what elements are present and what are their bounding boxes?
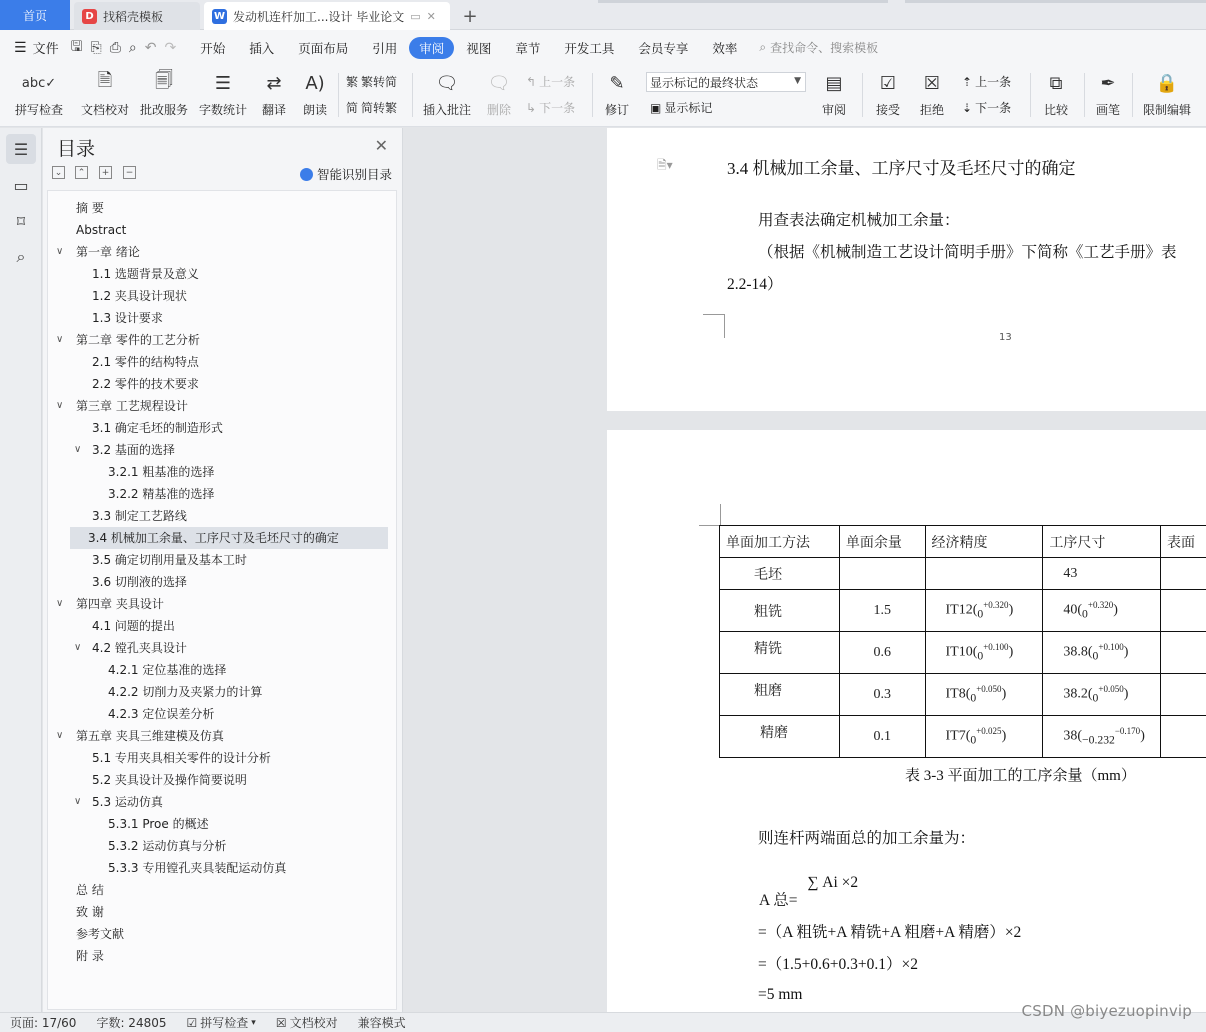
toc-item[interactable]: 第一章 绪论	[76, 245, 140, 259]
delete-comment-label: 删除	[486, 103, 511, 117]
chevron-down-icon[interactable]: ∨	[56, 730, 64, 741]
chapter-nav-icon[interactable]: ▭	[13, 175, 29, 195]
restrict-edit-label: 限制编辑	[1142, 103, 1191, 117]
chevron-down-icon[interactable]: ∨	[56, 246, 64, 257]
compare-icon: ⧉	[1049, 72, 1063, 94]
window-drag-region-right	[905, 0, 1206, 3]
compare-button[interactable]	[1036, 69, 1076, 123]
collapse-all-icon[interactable]: ⌄	[52, 166, 65, 179]
restrict-edit-button[interactable]	[1140, 69, 1194, 123]
doc-proof-icon: 🗎	[97, 70, 113, 91]
toc-item[interactable]: 第三章 工艺规程设计	[76, 399, 188, 413]
toc-item[interactable]: 5.2 夹具设计及操作简要说明	[92, 773, 247, 787]
ribbon-divider	[338, 73, 339, 117]
table-caption: 表 3-3 平面加工的工序余量（mm）	[905, 768, 1136, 784]
insert-comment-icon: 🗨	[435, 72, 459, 94]
prev-comment-icon: ↰	[526, 74, 537, 89]
review-pane-icon: ▤	[825, 72, 843, 94]
lock-icon: 🔒	[1155, 72, 1179, 94]
chevron-down-icon: ▾	[251, 1017, 256, 1028]
toc-item[interactable]: 3.1 确定毛坯的制造形式	[92, 421, 223, 435]
tab-home[interactable]: 首页	[0, 0, 70, 30]
translate-button[interactable]	[254, 69, 294, 123]
toc-item[interactable]: 4.2.2 切削力及夹紧力的计算	[108, 685, 263, 699]
toc-item[interactable]: 参考文献	[76, 927, 125, 941]
tol-lower: 0	[970, 733, 977, 747]
formula-sum: ∑ Ai ×2	[807, 874, 859, 891]
to-simplified-icon: 简	[346, 101, 359, 115]
table-cell: 43	[1043, 558, 1161, 590]
menu-review[interactable]: 审阅	[409, 37, 454, 59]
review-ribbon	[0, 65, 1206, 127]
search-icon[interactable]: ⌕	[16, 247, 26, 266]
tol-upper: +0.100	[1098, 642, 1124, 653]
table-cell	[1160, 590, 1206, 632]
toc-item[interactable]: 3.6 切削液的选择	[92, 575, 187, 589]
next-comment-icon: ↳	[526, 100, 537, 115]
ribbon-divider	[1030, 73, 1031, 117]
chevron-down-icon[interactable]: ∨	[56, 334, 64, 345]
toc-item[interactable]: 致 谢	[76, 905, 104, 919]
navigation-sidebar	[0, 128, 42, 1012]
grade-text: IT10	[945, 644, 973, 660]
word-count-indicator[interactable]: 字数: 24805	[96, 1016, 167, 1030]
table-cell: $38(_{-0.232}^{-0.170})$	[1043, 716, 1161, 758]
toc-item[interactable]: 第五章 夹具三维建模及仿真	[76, 729, 224, 743]
menu-insert[interactable]: 插入	[249, 40, 275, 56]
toc-item[interactable]: 摘 要	[76, 201, 104, 215]
menu-references[interactable]: 引用	[372, 40, 398, 56]
table-cell	[1160, 716, 1206, 758]
tol-lower: 0	[977, 649, 984, 663]
word-count-icon: ☰	[214, 72, 232, 94]
table-cell: 粗铣	[720, 590, 840, 632]
doc-proof-toggle[interactable]	[266, 1014, 348, 1031]
menu-view[interactable]: 视图	[466, 40, 492, 56]
prev-comment-button[interactable]	[526, 73, 575, 90]
translate-label: 翻译	[261, 103, 286, 117]
table-cell: $IT7(_0^{+0.025})$	[925, 716, 1043, 758]
to-simplified-label: 简转繁	[361, 101, 398, 115]
table-row	[720, 632, 1206, 674]
chevron-down-icon[interactable]: ∨	[74, 444, 82, 455]
prev-change-button[interactable]	[962, 73, 1011, 90]
smart-toc-button[interactable]	[300, 165, 392, 183]
formula-lhs: A 总=	[759, 892, 798, 909]
word-count-label: 字数统计	[198, 103, 247, 117]
table-cell: 毛坯	[720, 558, 840, 590]
docer-icon: D	[82, 9, 97, 24]
toc-item[interactable]: 5.3.1 Proe 的概述	[108, 817, 209, 831]
menu-chapter[interactable]: 章节	[515, 40, 541, 56]
tol-upper: +0.050	[976, 684, 1002, 695]
toc-item[interactable]: 总 结	[76, 883, 104, 897]
bookmark-icon[interactable]: ⌑	[16, 211, 26, 231]
size-text: 38	[1063, 728, 1078, 744]
toc-item[interactable]: 5.1 专用夹具相关零件的设计分析	[92, 751, 271, 765]
table-row	[720, 558, 1206, 590]
window-drag-region	[598, 0, 888, 3]
command-search-placeholder: 查找命令、搜索模板	[770, 41, 879, 55]
toc-item[interactable]: 3.3 制定工艺路线	[92, 509, 187, 523]
file-menu[interactable]	[0, 38, 71, 57]
to-traditional-label: 繁转简	[361, 75, 398, 89]
markup-state-value: 显示标记的最终状态	[650, 75, 759, 90]
export-pdf-icon[interactable]: ⎘	[90, 39, 102, 56]
chevron-down-icon[interactable]: ∨	[56, 400, 64, 411]
to-simplified-button[interactable]	[346, 99, 397, 116]
toc-item[interactable]: 5.3.3 专用镗孔夹具装配运动仿真	[108, 861, 287, 875]
chevron-down-icon[interactable]: ∨	[74, 642, 82, 653]
formula-line: =5 mm	[758, 986, 803, 1003]
toc-item[interactable]: 2.1 零件的结构特点	[92, 355, 199, 369]
to-traditional-icon: 繁	[346, 75, 359, 89]
doc-proof-label: 文档校对	[80, 103, 129, 117]
tol-lower: 0	[977, 607, 984, 621]
tab-document-label: 发动机连杆加工...设计 毕业论文	[233, 9, 405, 24]
margin-marker	[703, 314, 725, 338]
delete-comment-icon: 🗨	[487, 72, 511, 94]
menu-start[interactable]: 开始	[200, 40, 226, 56]
table-cell: $38.8(_0^{+0.100})$	[1043, 632, 1161, 674]
body-paragraph: （根据《机械制造工艺设计简明手册》下简称《工艺手册》表	[758, 244, 1177, 261]
next-change-label: 下一条	[975, 101, 1012, 115]
save-icon[interactable]: 🖫	[70, 38, 83, 55]
spell-check-toggle[interactable]	[177, 1014, 266, 1031]
insert-comment-button[interactable]	[420, 69, 474, 123]
pen-icon: ✒	[1100, 72, 1116, 94]
table-cell: $40(_0^{+0.320})$	[1043, 590, 1161, 632]
show-markup-label: 显示标记	[664, 101, 713, 115]
next-comment-label: 下一条	[539, 101, 576, 115]
formula-total	[759, 870, 859, 909]
file-menu-label: 文件	[32, 42, 59, 57]
review-pane-button[interactable]	[814, 69, 854, 123]
show-markup-icon: ▣	[650, 100, 662, 115]
page-13	[607, 128, 1206, 411]
toc-item[interactable]: 5.3.2 运动仿真与分析	[108, 839, 227, 853]
track-changes-label: 修订	[604, 103, 629, 117]
toc-item[interactable]: 4.1 问题的提出	[92, 619, 175, 633]
track-changes-icon: ✎	[609, 72, 625, 94]
tol-lower: 0	[970, 691, 977, 705]
toc-item[interactable]: 3.4 机械加工余量、工序尺寸及毛坯尺寸的确定	[70, 527, 388, 549]
toc-item[interactable]: 1.1 选题背景及意义	[92, 267, 199, 281]
track-changes-button[interactable]	[598, 69, 636, 123]
chevron-down-icon[interactable]: ∨	[56, 598, 64, 609]
read-aloud-icon: A)	[305, 72, 325, 94]
table-cell: $IT8(_0^{+0.050})$	[925, 674, 1043, 716]
delete-comment-button[interactable]	[480, 69, 518, 123]
toc-panel-icon[interactable]: ☰	[6, 134, 36, 164]
read-aloud-button[interactable]	[298, 69, 332, 123]
toc-item[interactable]: 4.2 镗孔夹具设计	[92, 641, 187, 655]
print-icon[interactable]: ⎙	[109, 39, 121, 56]
tab-template-store[interactable]	[74, 2, 200, 30]
menu-developer[interactable]: 开发工具	[564, 40, 615, 56]
toc-item[interactable]: 1.3 设计要求	[92, 311, 163, 325]
redo-icon[interactable]: ↷	[164, 39, 177, 56]
to-traditional-button[interactable]	[346, 73, 397, 90]
new-tab-button[interactable]: +	[462, 5, 478, 27]
menu-member[interactable]: 会员专享	[638, 40, 689, 56]
tol-upper: −0.170	[1114, 726, 1141, 737]
expand-up-icon[interactable]: ⌃	[75, 166, 88, 179]
revise-service-icon: 🗐	[155, 70, 173, 91]
formula-line: =（1.5+0.6+0.3+0.1）×2	[758, 956, 918, 973]
ribbon-divider	[862, 73, 863, 117]
reject-icon: ☒	[923, 72, 941, 94]
size-text: 38.8	[1063, 644, 1088, 660]
grade-text: IT12	[945, 602, 973, 618]
table-row	[720, 590, 1206, 632]
watermark: CSDN @biyezuopinvip	[1021, 1002, 1192, 1020]
remove-entry-icon[interactable]: −	[123, 166, 136, 179]
pen-label: 画笔	[1095, 103, 1120, 117]
tab-document[interactable]	[204, 2, 450, 30]
prev-change-label: 上一条	[975, 75, 1012, 89]
table-cell: 粗磨	[720, 674, 840, 716]
tol-upper: +0.100	[983, 642, 1009, 653]
hamburger-icon: ☰	[14, 39, 27, 56]
menu-page-layout[interactable]: 页面布局	[298, 40, 349, 56]
chevron-down-icon[interactable]: ∨	[74, 796, 82, 807]
menu-efficiency[interactable]: 效率	[712, 40, 738, 56]
formula-line: =（A 粗铣+A 精铣+A 粗磨+A 精磨）×2	[758, 924, 1022, 941]
prev-change-icon: ⇡	[962, 74, 973, 89]
table-cell: $IT12(_0^{+0.320})$	[925, 590, 1043, 632]
toc-item[interactable]: 3.2.1 粗基准的选择	[108, 465, 215, 479]
next-change-button[interactable]	[962, 99, 1011, 116]
close-tab-icon[interactable]: ✕	[426, 9, 436, 23]
toc-item[interactable]: 1.2 夹具设计现状	[92, 289, 187, 303]
table-cell: 1.5	[839, 590, 925, 632]
tab-bar	[0, 0, 1206, 30]
table-cell: 精铣	[720, 632, 840, 674]
table-header-cell: 工序尺寸	[1043, 526, 1161, 558]
table-header-cell: 表面	[1160, 526, 1206, 558]
add-entry-icon[interactable]: +	[99, 166, 112, 179]
translate-icon: ⇄	[266, 72, 282, 94]
tol-upper: +0.025	[976, 726, 1002, 737]
proof-icon: ☒	[275, 1015, 287, 1030]
tab-template-label: 找稻壳模板	[103, 9, 164, 24]
print-preview-icon[interactable]: ⌕	[128, 39, 137, 56]
ribbon-divider	[412, 73, 413, 117]
document-canvas[interactable]	[404, 128, 1206, 1012]
toc-item[interactable]: Abstract	[76, 223, 127, 237]
insert-comment-label: 插入批注	[422, 103, 471, 117]
tol-lower: 0	[1092, 649, 1099, 663]
body-paragraph: 则连杆两端面总的加工余量为：	[758, 830, 976, 847]
tol-lower: 0	[1082, 607, 1088, 621]
toc-item[interactable]: 第四章 夹具设计	[76, 597, 164, 611]
accept-label: 接受	[875, 103, 900, 117]
show-markup-button[interactable]	[650, 99, 712, 116]
table-row	[720, 716, 1206, 758]
table-header-cell: 经济精度	[925, 526, 1043, 558]
spell-check-label: 拼写检查	[14, 103, 63, 117]
menu-bar	[0, 30, 1206, 65]
markup-state-select[interactable]	[646, 72, 806, 92]
table-cell: 0.3	[839, 674, 925, 716]
accept-icon: ☑	[879, 72, 897, 94]
table-row	[720, 674, 1206, 716]
reject-button[interactable]	[912, 69, 952, 123]
toc-item[interactable]: 3.2.2 精基准的选择	[108, 487, 215, 501]
reject-label: 拒绝	[919, 103, 944, 117]
ribbon-divider	[1132, 73, 1133, 117]
toc-panel	[43, 128, 403, 1012]
spell-check-status-label: 拼写检查	[200, 1016, 249, 1030]
review-pane-label: 审阅	[821, 103, 846, 117]
tol-lower: 0	[1092, 691, 1099, 705]
revise-service-button[interactable]	[138, 69, 190, 123]
toc-item[interactable]: 5.3 运动仿真	[92, 795, 163, 809]
toc-item[interactable]: 4.2.1 定位基准的选择	[108, 663, 227, 677]
word-count-button[interactable]	[197, 69, 249, 123]
body-paragraph: 2.2-14）	[727, 276, 783, 293]
table-cell: $38.2(_0^{+0.050})$	[1043, 674, 1161, 716]
revise-service-label: 批改服务	[139, 103, 188, 117]
tol-upper: +0.320	[983, 600, 1009, 611]
table-cell	[1160, 674, 1206, 716]
tol-lower: −0.232	[1082, 733, 1115, 747]
toc-item[interactable]: 第二章 零件的工艺分析	[76, 333, 200, 347]
accept-button[interactable]	[868, 69, 908, 123]
toc-item[interactable]: 2.2 零件的技术要求	[92, 377, 199, 391]
compat-mode-indicator: 兼容模式	[357, 1016, 406, 1030]
table-cell: 精磨	[720, 716, 840, 758]
page-14	[607, 430, 1206, 1012]
toc-item[interactable]: 附 录	[76, 949, 104, 963]
table-header-row	[720, 526, 1206, 558]
screen-icon[interactable]: ▭	[410, 9, 421, 23]
tol-upper: +0.320	[1087, 600, 1114, 611]
body-paragraph: 用查表法确定机械加工余量：	[758, 212, 960, 229]
toc-item[interactable]: 4.2.3 定位误差分析	[108, 707, 215, 721]
toc-title: 目录	[57, 138, 96, 160]
smart-toc-label: 智能识别目录	[316, 167, 392, 182]
size-text: 40	[1063, 602, 1078, 618]
close-icon[interactable]: ✕	[374, 136, 388, 155]
ribbon-divider	[1084, 73, 1085, 117]
prev-comment-label: 上一条	[539, 75, 576, 89]
table-cell	[839, 558, 925, 590]
command-search[interactable]	[759, 39, 878, 56]
page-indicator[interactable]: 页面: 17/60	[10, 1016, 77, 1030]
table-cell: $IT10(_0^{+0.100})$	[925, 632, 1043, 674]
smart-toc-icon	[300, 168, 313, 181]
search-icon: ⌕	[759, 40, 767, 54]
pen-button[interactable]	[1090, 69, 1126, 123]
toc-list	[47, 190, 397, 1010]
ribbon-divider	[592, 73, 593, 117]
next-comment-button[interactable]	[526, 99, 575, 116]
table-header-cell: 单面加工方法	[720, 526, 840, 558]
table-header-cell: 单面余量	[839, 526, 925, 558]
grade-text: IT8	[945, 686, 966, 702]
next-change-icon: ⇣	[962, 100, 973, 115]
table-cell	[1160, 632, 1206, 674]
word-doc-icon: W	[213, 10, 226, 22]
tol-upper: +0.050	[1098, 684, 1124, 695]
undo-icon[interactable]: ↶	[144, 39, 157, 56]
table-cell	[1160, 558, 1206, 590]
read-aloud-label: 朗读	[302, 103, 327, 117]
toc-item[interactable]: 3.5 确定切削用量及基本工时	[92, 553, 247, 567]
doc-proof-status-label: 文档校对	[289, 1016, 338, 1030]
section-heading: 3.4 机械加工余量、工序尺寸及毛坯尺寸的确定	[727, 159, 1076, 178]
margin-marker	[699, 504, 721, 526]
checkbox-icon: ☑	[186, 1015, 198, 1030]
size-text: 38.2	[1063, 686, 1088, 702]
spell-check-button[interactable]	[10, 69, 68, 123]
quick-access-toolbar	[71, 36, 189, 60]
doc-proof-button[interactable]	[78, 69, 132, 123]
toc-item[interactable]: 3.2 基面的选择	[92, 443, 175, 457]
spell-check-icon: abc✓	[21, 75, 57, 91]
table-cell: 0.1	[839, 716, 925, 758]
table-cell	[925, 558, 1043, 590]
process-allowance-table	[719, 525, 1206, 758]
page-number: 13	[999, 332, 1012, 343]
grade-text: IT7	[945, 728, 966, 744]
table-cell: 0.6	[839, 632, 925, 674]
chevron-down-icon: ▼	[794, 76, 801, 86]
compare-label: 比较	[1043, 103, 1068, 117]
paragraph-menu-icon[interactable]: 🗎▾	[657, 158, 673, 172]
